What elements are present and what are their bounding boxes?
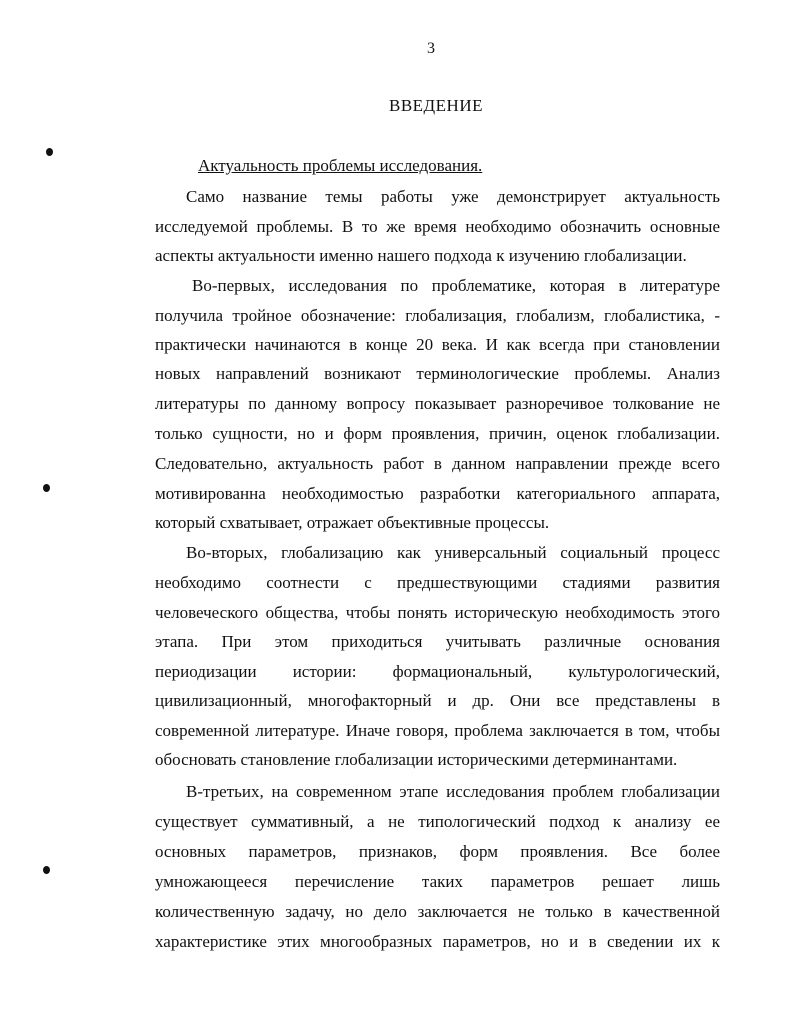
text-line: количественную задачу, но дело заключается не только в качественной bbox=[155, 902, 720, 921]
text-line: Во-вторых, глобализацию как универсальный социальный процесс bbox=[186, 543, 720, 562]
text-line: умножающееся перечисление таких параметров решает лишь bbox=[155, 872, 720, 891]
text-line: Само название темы работы уже демонстрирует актуальность bbox=[186, 187, 720, 206]
text-line: периодизации истории: формациональный, культурологический, bbox=[155, 662, 720, 681]
text-line: основных параметров, признаков, форм проявления. Все более bbox=[155, 842, 720, 861]
text-line: Во-первых, исследования по проблематике, которая в литературе bbox=[192, 276, 720, 295]
text-line: новых направлений возникают терминологические проблемы. Анализ bbox=[155, 364, 720, 383]
binding-hole-mark bbox=[43, 866, 50, 874]
text-line: литературы по данному вопросу показывает разноречивое толкование не bbox=[155, 394, 720, 413]
binding-hole-mark bbox=[46, 148, 53, 156]
section-title: ВВЕДЕНИЕ bbox=[389, 96, 483, 115]
text-line: необходимо соотнести с предшествующими стадиями развития bbox=[155, 573, 720, 592]
text-line: современной литературе. Иначе говоря, проблема заключается в том, чтобы bbox=[155, 721, 720, 740]
text-line: цивилизационный, многофакторный и др. Они все представлены в bbox=[155, 691, 720, 710]
text-line: обосновать становление глобализации историческими детерминантами. bbox=[155, 750, 678, 769]
text-line: получила тройное обозначение: глобализация, глобализм, глобалистика, - bbox=[155, 306, 720, 325]
binding-hole-mark bbox=[43, 484, 50, 492]
text-line: существует суммативный, а не типологический подход к анализу ее bbox=[155, 812, 720, 831]
text-line: аспекты актуальности именно нашего подхода к изучению глобализации. bbox=[155, 246, 687, 265]
text-line: В-третьих, на современном этапе исследования проблем глобализации bbox=[186, 782, 720, 801]
text-line: характеристике этих многообразных параметров, но и в сведении их к bbox=[155, 932, 720, 951]
text-line: практически начинаются в конце 20 века. И как всегда при становлении bbox=[155, 335, 720, 354]
text-line: мотивированна необходимостью разработки категориального аппарата, bbox=[155, 484, 720, 503]
text-line: только сущности, но и форм проявления, причин, оценок глобализации. bbox=[155, 424, 720, 443]
section-subtitle: Актуальность проблемы исследования. bbox=[198, 156, 483, 175]
text-line: который схватывает, отражает объективные процессы. bbox=[155, 513, 550, 532]
text-line: человеческого общества, чтобы понять историческую необходимость этого bbox=[155, 603, 720, 622]
page-number: 3 bbox=[427, 40, 435, 57]
text-line: этапа. При этом приходиться учитывать различные основания bbox=[155, 632, 720, 651]
text-line: исследуемой проблемы. В то же время необходимо обозначить основные bbox=[155, 217, 720, 236]
text-line: Следовательно, актуальность работ в данном направлении прежде всего bbox=[155, 454, 720, 473]
